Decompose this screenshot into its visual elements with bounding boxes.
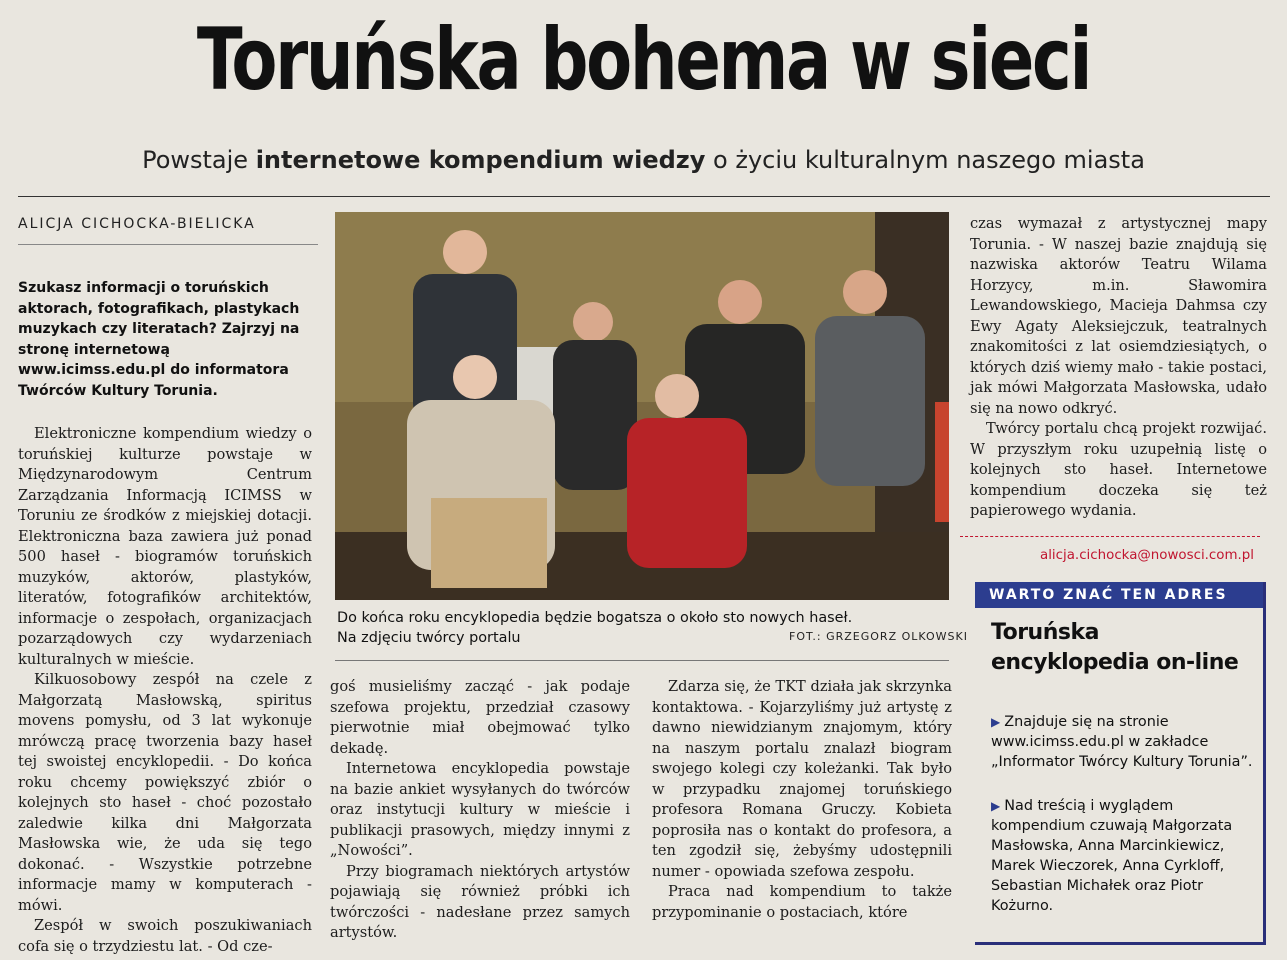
paragraph: Praca nad kompendium to także przypominanie o postaciach, które (652, 883, 952, 921)
team-photo (335, 212, 949, 600)
byline-rule (18, 244, 318, 245)
info-box-title: Toruńska encyklopedia on-line (991, 620, 1239, 675)
triangle-bullet-icon: ▶ (991, 715, 1001, 729)
photo-credit: FOT.: GRZEGORZ OLKOWSKI (789, 630, 968, 643)
paragraph: goś musieliśmy zacząć - jak podaje szefowa projektu, przedział czasowy pierwotnie miał obejmować tylko dekadę. (330, 678, 630, 757)
article-column-1 (18, 424, 312, 957)
info-box-tag: WARTO ZNAĆ TEN ADRES (975, 582, 1263, 608)
paragraph: Twórcy portalu chcą projekt rozwijać. W przyszłym roku uzupełnią listę o kolejnych sto haseł. Internetowe kompendium doczeka się też papierowego wydania. (970, 420, 1267, 519)
paragraph: Internetowa encyklopedia powstaje na bazie ankiet wysyłanych do twórców oraz instytucji kultury w mieście i publikacji prasowych, między innymi z „Nowości”. (330, 760, 630, 859)
caption-line-1: Do końca roku encyklopedia będzie bogatsza o około sto nowych haseł. (337, 610, 853, 626)
subhead-pre: Powstaje (142, 146, 256, 174)
top-rule (18, 196, 1270, 197)
lead-paragraph: Szukasz informacji o toruńskich aktorach, fotografikach, plastykach muzykach czy literatach? Zajrzyj na stronę internetową www.icimss.edu.pl do informatora Twórców Kultury Torunia. (18, 280, 300, 399)
email-divider (960, 536, 1260, 537)
paragraph: Zdarza się, że TKT działa jak skrzynka kontaktowa. - Kojarzyliśmy już artystę z dawno niewidzianym znajomym, który na naszym portalu znalazł biogram swojego kolegi czy koleżanki. Tak było w przypadku znajomej toruńskiego profesora Romana Gruczy. Kobieta poprosiła nas o kontakt do profesora, a ten zgodził się, żebyśmy udostępnili numer - opowiada szefowa zespołu. (652, 678, 952, 880)
paragraph: Kilkuosobowy zespół na czele z Małgorzatą Masłowską, spiritus movens pomysłu, od 3 lat wykonuje mrówczą pracę tworzenia bazy haseł tej swoistej encyklopedii. - Do końca roku chcemy powiększyć zbiór o kolejnych sto haseł - choć pozostało zaledwie kilka dni Małgorzata Masłowska wie, że uda się tego dokonać. - Wszystkie potrzebne informacje mamy w komputerach - mówi. (18, 671, 312, 914)
headline: Toruńska bohema w sieci (196, 10, 1091, 110)
byline: ALICJA CICHOCKA-BIELICKA (18, 216, 256, 232)
info-item (991, 796, 1257, 916)
paragraph: Przy biogramach niektórych artystów pojawiają się również próbki ich twórczości - nadesłane przez samych artystów. (330, 862, 630, 941)
caption-rule (335, 660, 949, 661)
article-column-2 (330, 677, 630, 944)
photo-illustration (335, 212, 949, 600)
article-column-4 (970, 214, 1267, 522)
info-item-text: Nad treścią i wyglądem kompendium czuwają Małgorzata Masłowska, Anna Marcinkiewicz, Marek Wieczorek, Anna Cyrkloff, Sebastian Michałek oraz Piotr Kożurno. (991, 798, 1233, 914)
info-item-text: Znajduje się na stronie www.icimss.edu.pl w zakładce „Informator Twórcy Kultury Torunia”. (991, 714, 1253, 770)
subhead-bold: internetowe kompendium wiedzy (255, 146, 706, 174)
info-box (975, 582, 1266, 945)
subheadline (0, 144, 1287, 176)
paragraph: Zespół w swoich poszukiwaniach cofa się o trzydziestu lat. - Od cze- (18, 917, 312, 955)
paragraph: Elektroniczne kompendium wiedzy o toruńskiej kulturze powstaje w Międzynarodowym Centrum Zarządzania Informacją ICIMSS w Toruniu ze środków z miejskiej dotacji. Elektroniczna baza zawiera już ponad 500 haseł - biogramów toruńskich muzyków, aktorów, plastyków, literatów, fotografików architektów, informacje o zespołach, organizacjach pozarządowych czy wydarzeniach kulturalnych w mieście. (18, 425, 312, 668)
subhead-post: o życiu kulturalnym naszego miasta (705, 146, 1145, 174)
triangle-bullet-icon: ▶ (991, 799, 1001, 813)
author-email[interactable]: alicja.cichocka@nowosci.com.pl (1040, 548, 1255, 563)
article-column-3 (652, 677, 952, 923)
caption-line-2: Na zdjęciu twórcy portalu (337, 630, 521, 646)
paragraph: czas wymazał z artystycznej mapy Torunia. - W naszej bazie znajdują się nazwiska aktorów Teatru Wilama Horzycy, m.in. Sławomira Lewandowskiego, Macieja Dahmsa czy Ewy Agaty Aleksiejczuk, teatralnych znakomitości z lat osiemdziesiątych, o których dziś wiemy mało - takie postaci, jak mówi Małgorzata Masłowska, udało się na nowo odkryć. (970, 215, 1267, 417)
info-item (991, 712, 1257, 772)
